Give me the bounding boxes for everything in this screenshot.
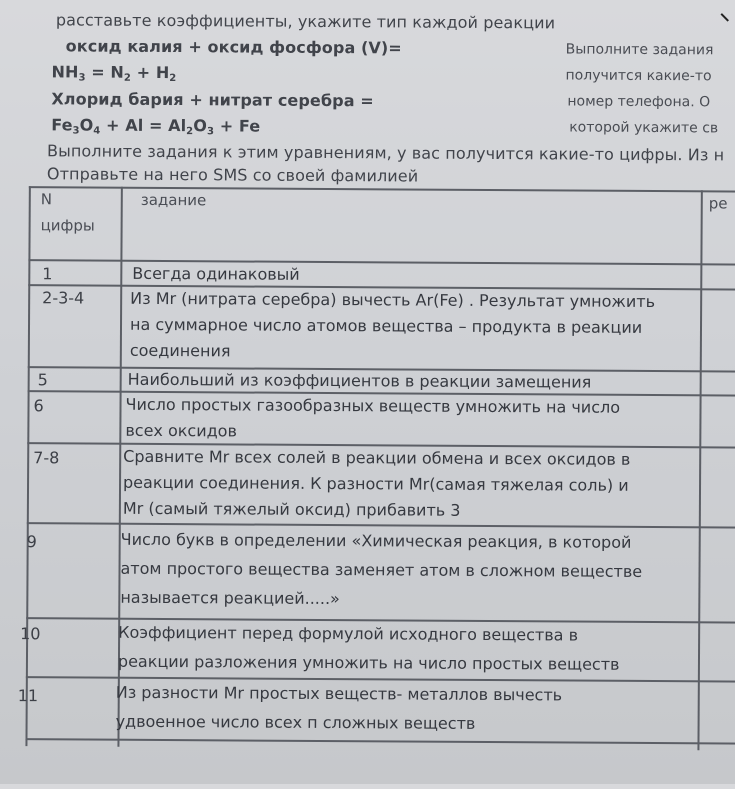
row-1-task-line-1: Всегда одинаковый xyxy=(132,263,300,284)
row-2-num: 2-3-4 xyxy=(42,288,85,308)
pen-mark xyxy=(721,13,729,21)
header-num: N xyxy=(40,190,53,209)
row-8-num: 11 xyxy=(17,686,39,706)
row-4-num: 6 xyxy=(33,396,44,416)
row-7-task-line-1: Коэффициент перед формулой исходного вещества в xyxy=(118,622,579,645)
instruction-text: расставьте коэффициенты, укажите тип каждой реакции xyxy=(55,10,556,33)
row-5-task-line-1: Сравните Mr всех солей в реакции обмена и всех оксидов в xyxy=(123,446,631,469)
row-8-task-line-1: Из разности Mr простых веществ- металлов вычесть xyxy=(115,682,563,705)
reaction-3: Хлорид бария + нитрат серебра = xyxy=(51,89,374,111)
reaction-2: $NH_3 = N_2 + H_2$ xyxy=(51,62,177,85)
row-3-task-line-1: Наибольший из коэффициентов в реакции замещения xyxy=(127,369,592,392)
side-text-1: Выполните задания xyxy=(565,41,714,59)
row-6-num: 9 xyxy=(26,532,37,552)
reaction-1: оксид калия + оксид фосфора (V)= xyxy=(65,36,402,58)
row-5-task-line-2: реакции соединения. К разности Mr(самая тяжелая соль) и xyxy=(122,472,629,495)
row-7-num: 10 xyxy=(20,624,41,644)
row-4-task-line-1: Число простых газообразных веществ умножить на число xyxy=(125,394,621,417)
side-text-3: номер телефона. О xyxy=(567,93,711,111)
row-8-task-line-2: удвоенное число всех п сложных веществ xyxy=(115,711,476,733)
row-5-num: 7-8 xyxy=(33,448,60,468)
row-2-task-line-1: Из Mr (нитрата серебра) вычесть Ar(Fe) . Результат умножить xyxy=(130,288,656,312)
row-5-task-line-3: Mr (самый тяжелый оксид) прибавить 3 xyxy=(122,498,461,520)
row-6-task-line-1: Число букв в определении «Химическая реакция, в которой xyxy=(120,529,632,552)
task-instruction: Выполните задания к этим уравнениям, у вас получится какие-то цифры. Из н xyxy=(47,141,725,165)
side-text-4: которой укажите св xyxy=(569,119,719,137)
reaction-4: $Fe_3O_4 + Al = Al_2O_3 + Fe$ xyxy=(51,115,261,138)
send-instruction: Отправьте на него SMS со своей фамилией xyxy=(46,164,419,186)
row-2-task-line-3: соединения xyxy=(129,340,231,361)
header-task: задание xyxy=(140,190,207,210)
row-6-task-line-3: называется реакцией.....» xyxy=(120,587,340,609)
row-3-num: 5 xyxy=(37,370,48,390)
row-1-num: 1 xyxy=(42,264,53,284)
row-6-task-line-2: атом простого вещества заменяет атом в сложном веществе xyxy=(120,558,643,581)
row-7-task-line-2: реакции разложения умножить на число простых веществ xyxy=(117,651,620,674)
row-4-task-line-2: всех оксидов xyxy=(125,420,237,441)
header-result: ре xyxy=(708,194,728,213)
side-text-2: получится какие-то xyxy=(565,67,712,85)
row-2-task-line-2: на суммарное число атомов вещества – продукта в реакции xyxy=(129,314,643,337)
header-num-digits: цифры xyxy=(40,216,95,235)
task-table xyxy=(17,186,735,750)
